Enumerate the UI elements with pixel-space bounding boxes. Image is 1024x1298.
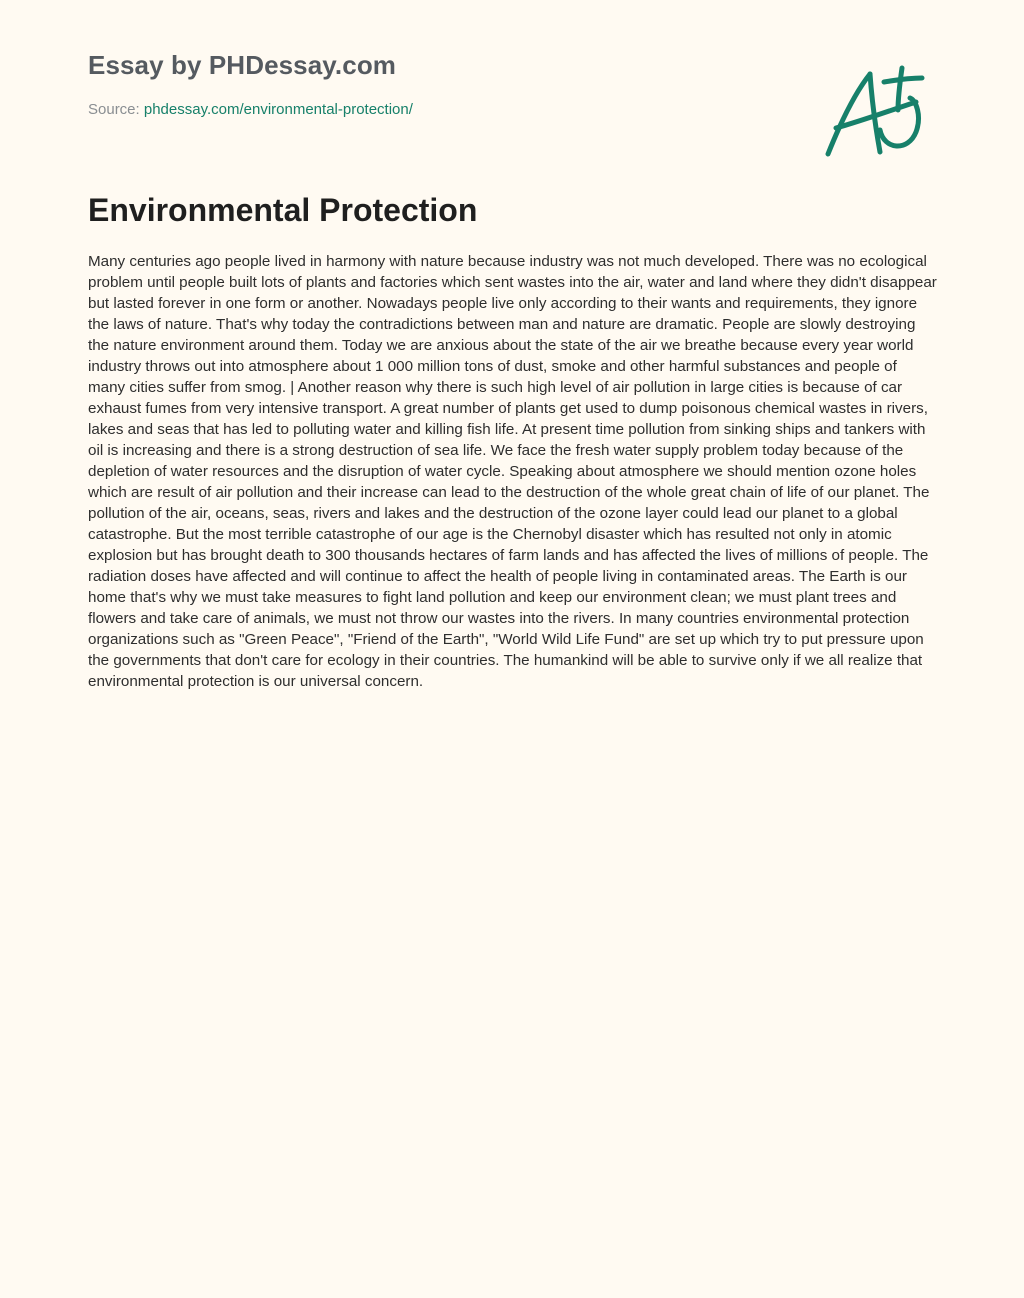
source-line bbox=[88, 100, 413, 120]
site-title: Essay by PHDessay.com bbox=[88, 50, 397, 80]
essay-title: Environmental Protection bbox=[88, 192, 478, 228]
source-link[interactable]: phdessay.com/environmental-protection/ bbox=[143, 101, 413, 118]
a-plus-logo-icon bbox=[818, 62, 930, 164]
essay-body: Many centuries ago people lived in harmony with nature because industry was not much developed. There was no ecological problem until people built lots of plants and factories which sent wastes into the air, water and land where they didn't disappear but lasted forever in one form or another. Nowadays people live only according to their wants and requirements, they ignore the laws of nature. That's why today the contradictions between man and nature are dramatic. People are slowly destroying the nature environment around them. Today we are anxious about the state of the air we breathe because every year world industry throws out into atmosphere about 1 000 million tons of dust, smoke and other harmful substances and people of many cities suffer from smog. | Another reason why there is such high level of air pollution in large cities is because of car exhaust fumes from very intensive transport. A great number of plants get used to dump poisonous chemical wastes in rivers, lakes and seas that has led to polluting water and killing fish life. At present time pollution from sinking ships and tankers with oil is increasing and there is a strong destruction of sea life. We face the fresh water supply problem today because of the depletion of water resources and the disruption of water cycle. Speaking about atmosphere we should mention ozone holes which are result of air pollution and their increase can lead to the destruction of the whole great chain of life of our planet. The pollution of the air, oceans, seas, rivers and lakes and the destruction of the ozone layer could lead our planet to a global catastrophe. But the most terrible catastrophe of our age is the Chernobyl disaster which has resulted not only in atomic explosion but has brought death to 300 thousands hectares of farm lands and has affected the lives of millions of people. The radiation doses have affected and will continue to affect the health of people living in contaminated areas. The Earth is our home that's why we must take measures to fight land pollution and keep our environment clean; we must plant trees and flowers and take care of animals, we must not throw our wastes into the rivers. In many countries environmental protection organizations such as "Green Peace", "Friend of the Earth", "World Wild Life Fund" are set up which try to put pressure upon the governments that don't care for ecology in their countries. The humankind will be able to survive only if we all realize that environmental protection is our universal concern. bbox=[88, 253, 937, 690]
source-label: Source: bbox=[88, 101, 140, 118]
